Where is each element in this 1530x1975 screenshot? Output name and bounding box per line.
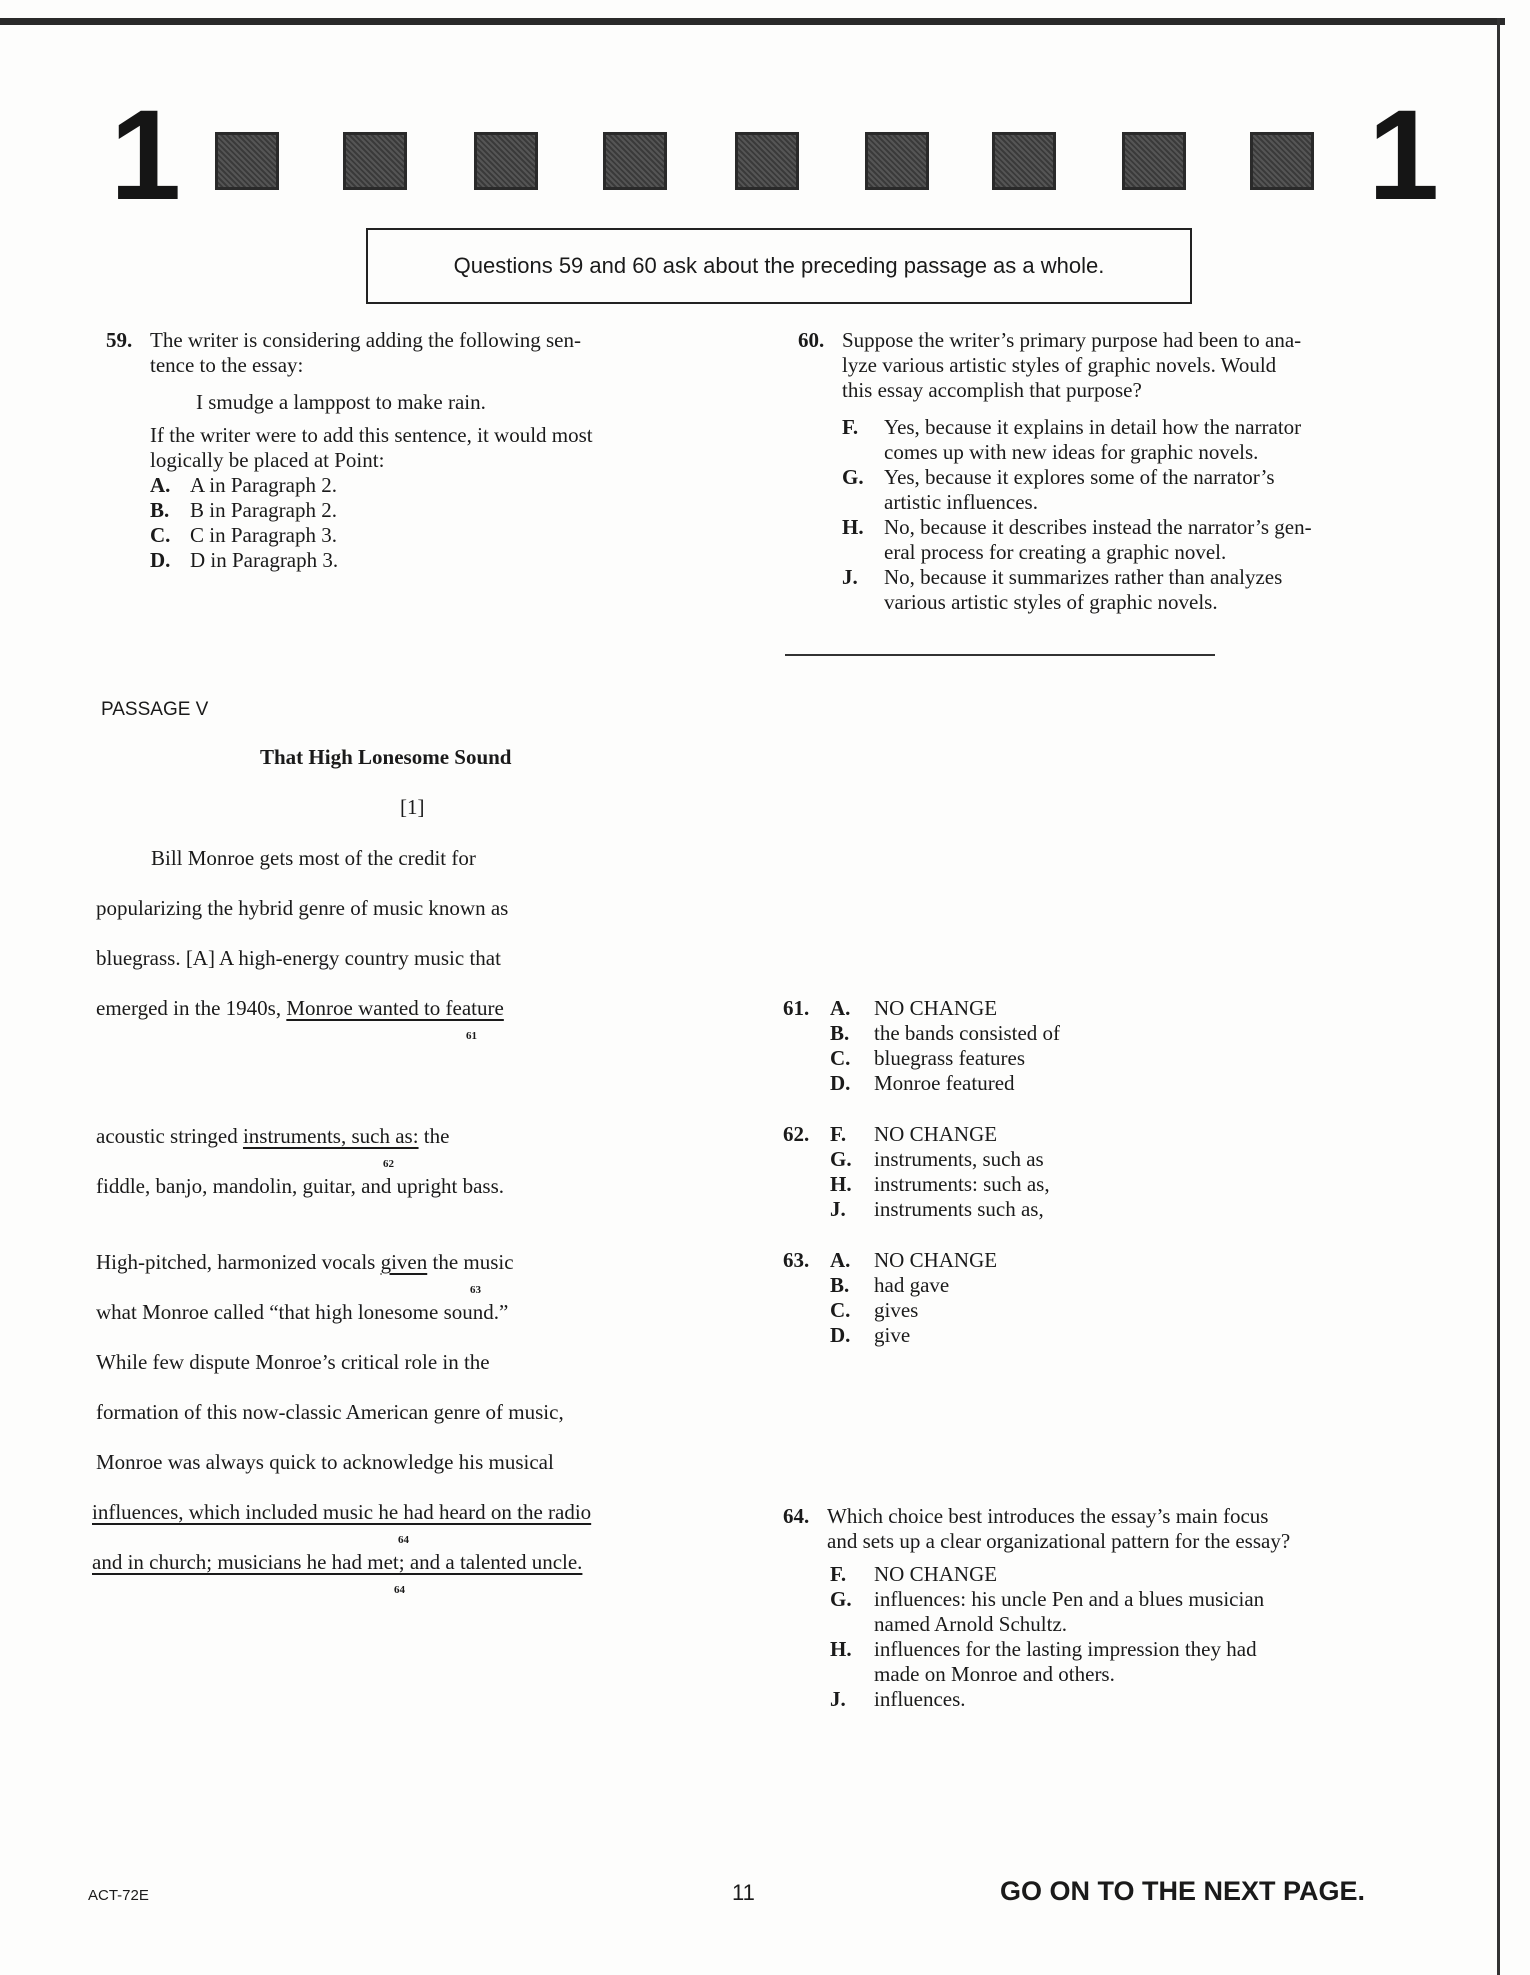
underlined-63[interactable]: given: [380, 1250, 428, 1274]
q64-option-h[interactable]: H. influences for the lasting impression they had made on Monroe and others.: [830, 1637, 1257, 1686]
passage-line: acoustic stringed instruments, such as: the: [96, 1124, 450, 1148]
header-square: [1250, 132, 1314, 190]
underlined-61[interactable]: Monroe wanted to feature: [286, 996, 504, 1020]
section-number-right: 1: [1368, 84, 1440, 227]
header-square: [1122, 132, 1186, 190]
q62-option-f[interactable]: F. NO CHANGE: [830, 1122, 998, 1146]
q60-number: 60.: [798, 328, 825, 352]
passage-title: That High Lonesome Sound: [260, 745, 512, 769]
q59-quote: I smudge a lamppost to make rain.: [196, 390, 486, 414]
instruction-box: [366, 228, 1192, 304]
q64-option-g[interactable]: G. influences: his uncle Pen and a blues musician named Arnold Schultz.: [830, 1587, 1265, 1636]
passage-line: emerged in the 1940s, Monroe wanted to feature: [96, 996, 504, 1020]
right-rule: [1497, 18, 1500, 1975]
underlined-62[interactable]: instruments, such as:: [242, 1124, 419, 1148]
q61-option-c[interactable]: C. bluegrass features: [830, 1046, 1026, 1070]
question-tag-63: 63: [470, 1284, 481, 1296]
q63-number: 63.: [783, 1248, 810, 1272]
top-rule: [0, 18, 1505, 25]
q63-option-c[interactable]: C. gives: [830, 1298, 919, 1322]
q60-option-h[interactable]: H. No, because it describes instead the narrator’s gen- eral process for creating a graphic novel.: [842, 515, 1312, 564]
underlined-64[interactable]: influences, which included music he had heard on the radio: [92, 1500, 592, 1524]
q61-option-a[interactable]: A. NO CHANGE: [830, 996, 998, 1020]
passage-line: bluegrass. [A] A high-energy country music that: [96, 946, 501, 970]
passage-line: High-pitched, harmonized vocals given the music: [96, 1250, 514, 1274]
section-number-left: 1: [110, 84, 182, 227]
underlined-64[interactable]: and in church; musicians he had met; and a talented uncle.: [92, 1550, 583, 1574]
q62-option-g[interactable]: G. instruments, such as: [830, 1147, 1044, 1171]
question-tag-64: 64: [398, 1534, 409, 1546]
form-code: ACT-72E: [88, 1887, 149, 1904]
question-tag-62: 62: [383, 1158, 394, 1170]
passage-line: popularizing the hybrid genre of music known as: [96, 896, 509, 920]
passage-line: While few dispute Monroe’s critical role in the: [96, 1350, 490, 1374]
next-page-notice: GO ON TO THE NEXT PAGE.: [1000, 1876, 1366, 1906]
passage-line: fiddle, banjo, mandolin, guitar, and upright bass.: [96, 1174, 505, 1198]
q61-option-b[interactable]: B. the bands consisted of: [830, 1021, 1061, 1045]
q64-option-f[interactable]: F. NO CHANGE: [830, 1562, 998, 1586]
paragraph-marker: [1]: [400, 795, 425, 819]
q63-option-d[interactable]: D. give: [830, 1323, 911, 1347]
q61-option-d[interactable]: D. Monroe featured: [830, 1071, 1015, 1095]
q64-option-j[interactable]: J. influences.: [830, 1687, 966, 1711]
instruction-text: Questions 59 and 60 ask about the preceding passage as a whole.: [453, 253, 1105, 278]
passage-line: what Monroe called “that high lonesome sound.”: [96, 1300, 509, 1324]
q61-number: 61.: [783, 996, 810, 1020]
q60-stem-line: lyze various artistic styles of graphic novels. Would: [842, 353, 1277, 377]
q60-option-f[interactable]: F. Yes, because it explains in detail how the narrator comes up with new ideas for graphic novels.: [842, 415, 1302, 464]
q59-stem-line: The writer is considering adding the following sen-: [150, 328, 581, 352]
q60-option-j[interactable]: J. No, because it summarizes rather than analyzes various artistic styles of graphic novels.: [842, 565, 1283, 614]
q59-option-a[interactable]: A. A in Paragraph 2.: [150, 473, 337, 497]
q59-number: 59.: [106, 328, 133, 352]
q62-number: 62.: [783, 1122, 810, 1146]
q60-stem-line: this essay accomplish that purpose?: [842, 378, 1142, 402]
header-square: [865, 132, 929, 190]
header-square: [215, 132, 279, 190]
q63-option-a[interactable]: A. NO CHANGE: [830, 1248, 998, 1272]
passage-line: Monroe was always quick to acknowledge his musical: [96, 1450, 554, 1474]
q64-stem-line: and sets up a clear organizational pattern for the essay?: [827, 1529, 1291, 1553]
header-square: [474, 132, 538, 190]
q62-option-j[interactable]: J. instruments such as,: [830, 1197, 1044, 1221]
q59-followup-line: logically be placed at Point:: [150, 448, 385, 472]
q62-option-h[interactable]: H. instruments: such as,: [830, 1172, 1050, 1196]
question-tag-64: 64: [394, 1584, 405, 1596]
header-square: [992, 132, 1056, 190]
q59-followup-line: If the writer were to add this sentence, it would most: [150, 423, 593, 447]
q64-number: 64.: [783, 1504, 810, 1528]
header-square: [343, 132, 407, 190]
q64-stem-line: Which choice best introduces the essay’s main focus: [827, 1504, 1269, 1528]
header-square: [735, 132, 799, 190]
q59-option-b[interactable]: B. B in Paragraph 2.: [150, 498, 337, 522]
header-square: [603, 132, 667, 190]
page-number: 11: [732, 1880, 755, 1905]
question-tag-61: 61: [466, 1030, 477, 1042]
q63-option-b[interactable]: B. had gave: [830, 1273, 950, 1297]
passage-line: Bill Monroe gets most of the credit for: [151, 846, 476, 870]
passage-label: PASSAGE V: [101, 699, 209, 720]
q60-option-g[interactable]: G. Yes, because it explores some of the narrator’s artistic influences.: [842, 465, 1275, 514]
q59-option-c[interactable]: C. C in Paragraph 3.: [150, 523, 337, 547]
q59-stem-line: tence to the essay:: [150, 353, 304, 377]
passage-line: formation of this now-classic American genre of music,: [96, 1400, 564, 1424]
q59-option-d[interactable]: D. D in Paragraph 3.: [150, 548, 339, 572]
q60-stem-line: Suppose the writer’s primary purpose had been to ana-: [842, 328, 1302, 352]
section-divider: [785, 654, 1215, 656]
